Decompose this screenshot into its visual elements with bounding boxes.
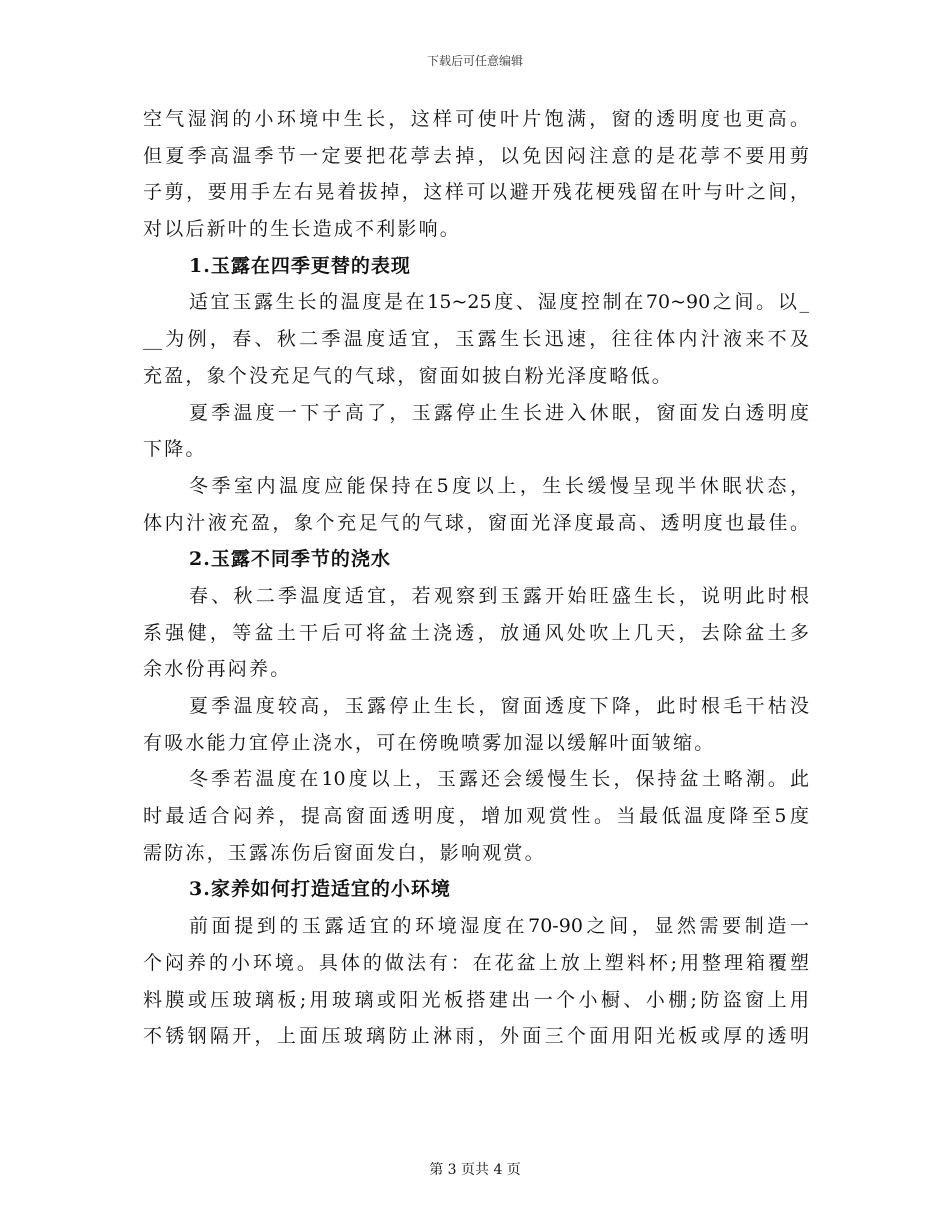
body-line: 充盈，象个没充足气的气球，窗面如披白粉光泽度略低。 <box>143 364 674 387</box>
body-line: 但夏季高温季节一定要把花葶去掉，以免因闷注意的是花葶不要用剪 <box>143 144 809 167</box>
body-line: 个闷养的小环境。具体的做法有：在花盆上放上塑料杯;用整理箱覆塑 <box>143 951 809 974</box>
body-line: 系强健，等盆土干后可将盆土浇透，放通风处吹上几天，去除盆土多 <box>143 621 809 644</box>
page-header: 下载后可任意编辑 <box>426 54 523 68</box>
body-line: 适宜玉露生长的温度是在15~25度、湿度控制在70~90之间。以_ <box>189 291 809 314</box>
page-number: 第 3 页共 4 页 <box>429 1162 521 1178</box>
body-line: 空气湿润的小环境中生长，这样可使叶片饱满，窗的透明度也更高。 <box>143 108 809 130</box>
body-line: 春、秋二季温度适宜，若观察到玉露开始旺盛生长，说明此时根 <box>189 584 809 607</box>
body-line: 前面提到的玉露适宜的环境湿度在70-90之间，显然需要制造一 <box>189 915 809 938</box>
section-heading: 1.玉露在四季更替的表现 <box>189 254 411 277</box>
body-line: 不锈钢隔开，上面压玻璃防止淋雨，外面三个面用阳光板或厚的透明 <box>143 1025 809 1048</box>
body-line: 对以后新叶的生长造成不利影响。 <box>143 218 462 241</box>
body-line: __为例，春、秋二季温度适宜，玉露生长迅速，往往体内汁液来不及 <box>143 328 809 351</box>
document-body <box>143 101 809 1055</box>
body-line: 夏季温度一下子高了，玉露停止生长进入休眠，窗面发白透明度 <box>189 401 809 424</box>
section-heading: 3.家养如何打造适宜的小环境 <box>189 878 451 901</box>
body-line: 余水份再闷养。 <box>143 658 292 681</box>
body-line: 夏季温度较高，玉露停止生长，窗面透度下降，此时根毛干枯没 <box>189 695 809 717</box>
body-line: 子剪，要用手左右晃着拔掉，这样可以避开残花梗残留在叶与叶之间， <box>143 181 809 204</box>
body-line: 体内汁液充盈，象个充足气的气球，窗面光泽度最高、透明度也最佳。 <box>143 511 809 534</box>
body-line: 冬季若温度在10度以上，玉露还会缓慢生长，保持盆土略潮。此 <box>189 768 809 791</box>
body-line: 需防冻，玉露冻伤后窗面发白，影响观赏。 <box>143 841 546 864</box>
body-line: 时最适合闷养，提高窗面透明度，增加观赏性。当最低温度降至5度 <box>143 805 809 828</box>
body-line: 料膜或压玻璃板;用玻璃或阳光板搭建出一个小橱、小棚;防盗窗上用 <box>143 988 809 1011</box>
section-heading: 2.玉露不同季节的浇水 <box>189 548 391 571</box>
body-line: 下降。 <box>143 438 207 461</box>
body-line: 有吸水能力宜停止浇水，可在傍晚喷雾加湿以缓解叶面皱缩。 <box>143 731 716 754</box>
body-line: 冬季室内温度应能保持在5度以上，生长缓慢呈现半休眠状态， <box>189 474 809 497</box>
